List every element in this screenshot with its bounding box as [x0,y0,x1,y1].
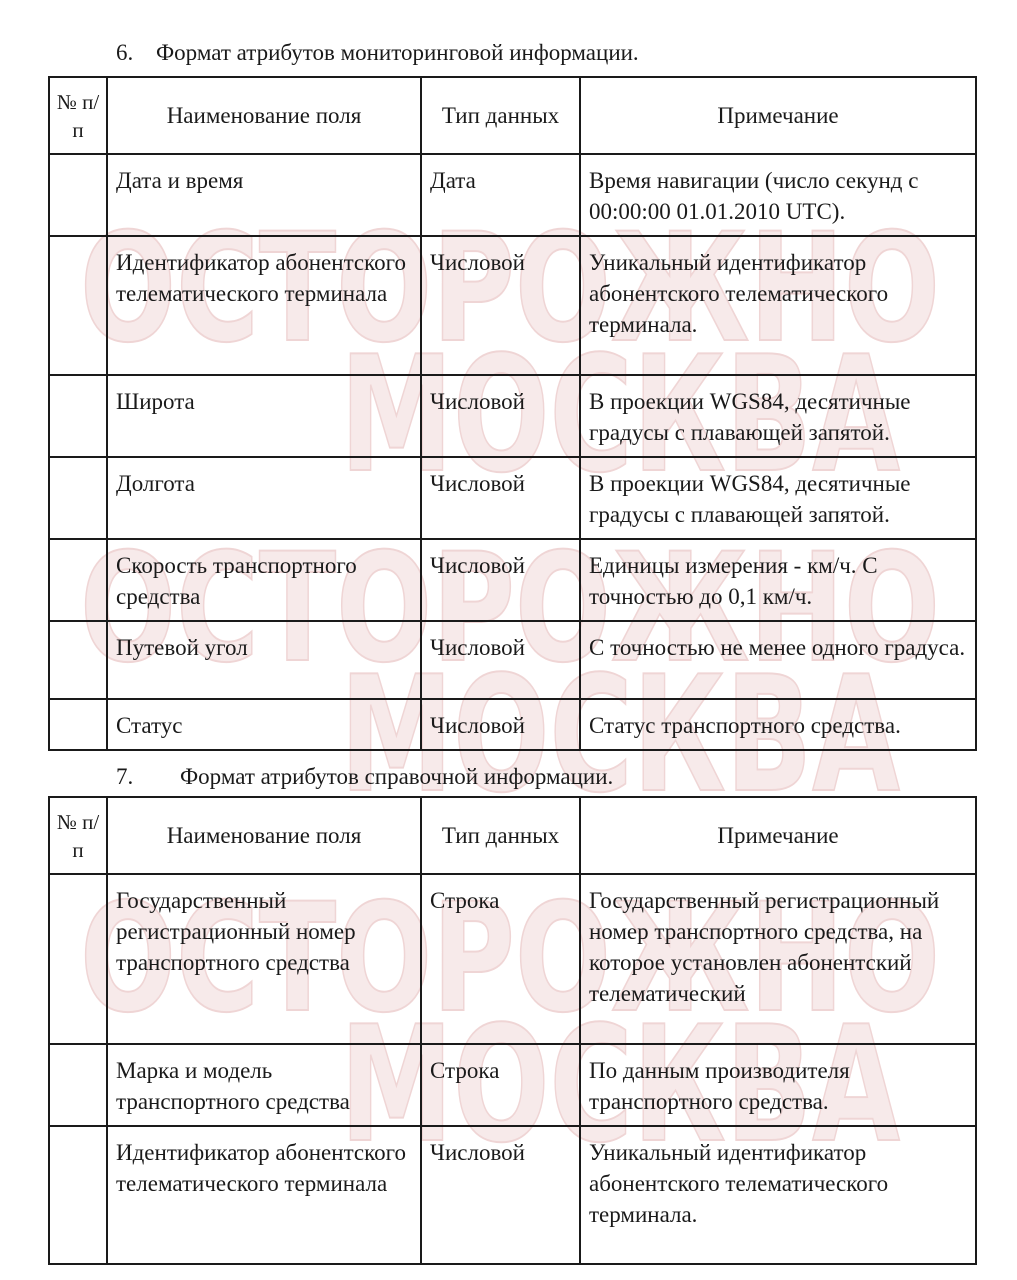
cell-type: Числовой [421,1126,580,1264]
cell-name: Путевой угол [107,621,421,699]
cell-name: Идентификатор абонентского телематического терминала [107,1126,421,1264]
cell-type: Числовой [421,621,580,699]
cell-name: Долгота [107,457,421,539]
reference-attributes-table [48,796,977,1265]
cell-num [49,457,107,539]
cell-note: Уникальный идентификатор абонентского телематического терминала. [580,1126,976,1264]
table-row [49,457,976,539]
section-7-title-text: Формат атрибутов справочной информации. [180,764,614,789]
header-type: Тип данных [421,797,580,874]
table-row [49,1126,976,1264]
section-7-number: 7. [116,764,134,789]
cell-name: Государственный регистрационный номер транспортного средства [107,874,421,1044]
table-row [49,154,976,236]
cell-note: По данным производителя транспортного средства. [580,1044,976,1126]
cell-note: Статус транспортного средства. [580,699,976,750]
cell-type: Числовой [421,457,580,539]
cell-note: Уникальный идентификатор абонентского телематического терминала. [580,236,976,375]
cell-type: Числовой [421,375,580,457]
section-6-title-text: Формат атрибутов мониторинговой информации. [156,40,639,65]
cell-num [49,699,107,750]
table-row [49,236,976,375]
watermark-line2-b: МОСКВА [340,641,901,828]
cell-num [49,375,107,457]
watermark-line2-c: МОСКВА [340,991,901,1178]
watermark-line1-c: ОСТОРОЖНО [80,872,940,1046]
cell-num [49,1044,107,1126]
cell-note: С точностью не менее одного градуса. [580,621,976,699]
cell-note: Единицы измерения - км/ч. С точностью до 0,1 км/ч. [580,539,976,621]
monitoring-attributes-table [48,76,977,751]
table-header-row [49,77,976,154]
cell-name: Широта [107,375,421,457]
cell-num [49,874,107,1044]
cell-num [49,154,107,236]
cell-name: Скорость транспортного средства [107,539,421,621]
cell-type: Дата [421,154,580,236]
cell-name: Статус [107,699,421,750]
table-row [49,699,976,750]
table-header-row [49,797,976,874]
table-row [49,375,976,457]
header-note: Примечание [580,77,976,154]
cell-name: Дата и время [107,154,421,236]
watermark-line2-a: МОСКВА [340,321,901,508]
header-num: № п/п [49,77,107,154]
section-7-title [116,762,613,792]
watermark-line1-a: ОСТОРОЖНО [80,202,940,376]
table-row [49,539,976,621]
cell-type: Числовой [421,539,580,621]
cell-name: Марка и модель транспортного средства [107,1044,421,1126]
cell-num [49,539,107,621]
header-num: № п/п [49,797,107,874]
header-note: Примечание [580,797,976,874]
header-name: Наименование поля [107,797,421,874]
section-6-number: 6. [116,40,134,65]
table-row [49,621,976,699]
cell-note: В проекции WGS84, десятичные градусы с плавающей запятой. [580,375,976,457]
cell-type: Строка [421,1044,580,1126]
cell-num [49,236,107,375]
cell-note: Время навигации (число секунд с 00:00:00 01.01.2010 UTC). [580,154,976,236]
table-row [49,874,976,1044]
cell-type: Числовой [421,699,580,750]
header-type: Тип данных [421,77,580,154]
cell-num [49,621,107,699]
cell-type: Строка [421,874,580,1044]
cell-num [49,1126,107,1264]
cell-note: В проекции WGS84, десятичные градусы с плавающей запятой. [580,457,976,539]
cell-type: Числовой [421,236,580,375]
header-name: Наименование поля [107,77,421,154]
cell-name: Идентификатор абонентского телематического терминала [107,236,421,375]
table-row [49,1044,976,1126]
cell-note: Государственный регистрационный номер транспортного средства, на которое установлен абонентский телематический [580,874,976,1044]
watermark-line1-b: ОСТОРОЖНО [80,522,940,696]
section-6-title [116,38,639,68]
